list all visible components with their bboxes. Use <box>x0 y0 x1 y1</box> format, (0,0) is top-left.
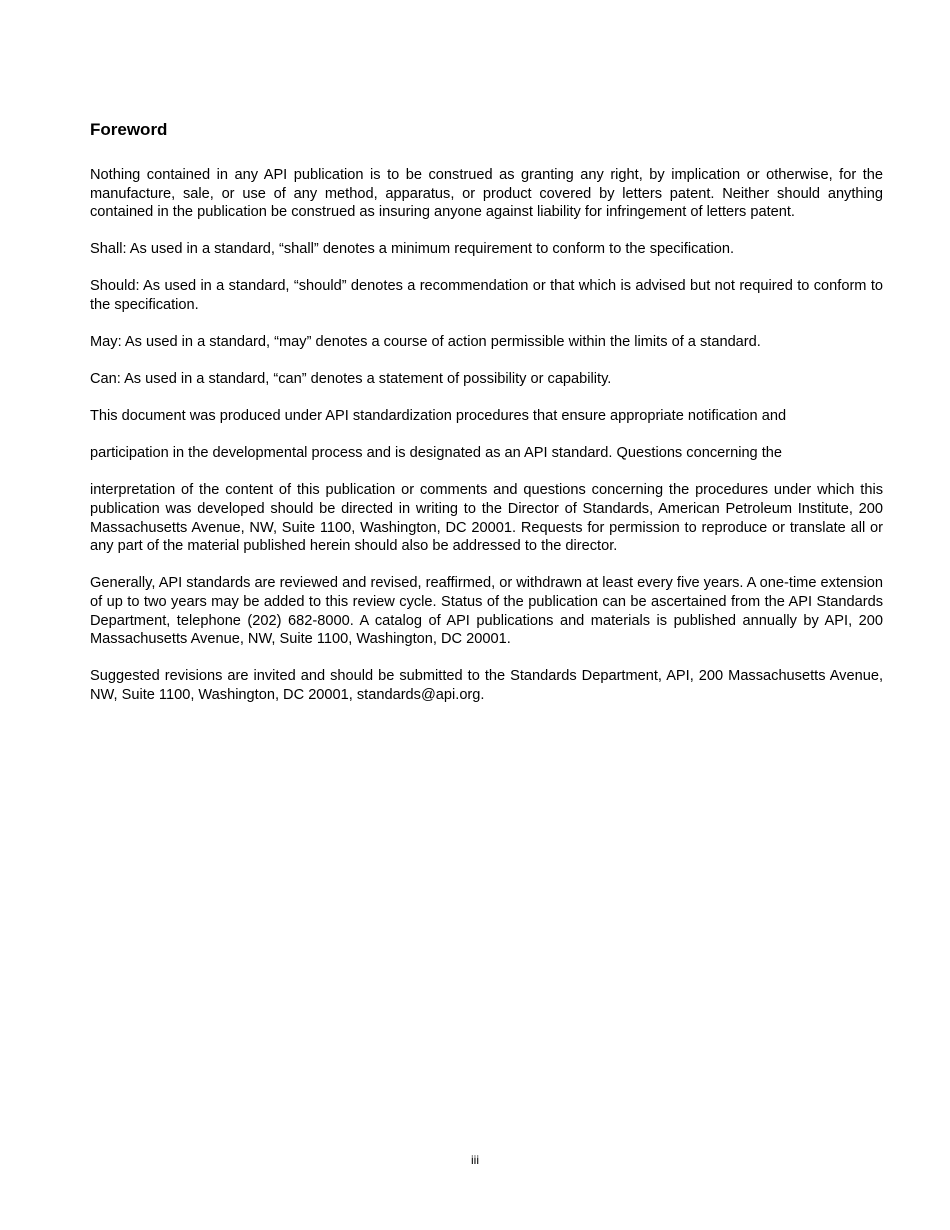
paragraph-suggested-revisions: Suggested revisions are invited and should be submitted to the Standards Department, API, 200 Massachusetts Avenue, NW, Suite 1100, Washington, DC 20001, standards@api.org. <box>90 668 883 703</box>
paragraph-standardization-procedures: This document was produced under API standardization procedures that ensure appropriate notification and <box>90 408 787 425</box>
paragraph-developmental-process: participation in the developmental process and is designated as an API standard. Questions concerning the <box>90 445 783 462</box>
paragraph-may-definition: May: As used in a standard, “may” denotes a course of action permissible within the limits of a standard. <box>90 334 761 351</box>
foreword-section <box>90 118 883 723</box>
page-number: iii <box>471 1153 479 1167</box>
paragraph-should-definition: Should: As used in a standard, “should” denotes a recommendation or that which is advised but not required to conform to the specification. <box>90 278 883 313</box>
page-title: Foreword <box>90 120 168 139</box>
paragraph-interpretation-contact: interpretation of the content of this publication or comments and questions concerning the procedures under which this publication was developed should be directed in writing to the Director of Standards, American Petroleum Institute, 200 Massachusetts Avenue, NW, Suite 1100, Washington, DC 20001. Requests for permission to reproduce or translate all or any part of the material published herein should also be addressed to the director. <box>90 482 883 555</box>
paragraph-can-definition: Can: As used in a standard, “can” denotes a statement of possibility or capability. <box>90 371 612 388</box>
paragraph-review-cycle: Generally, API standards are reviewed and revised, reaffirmed, or withdrawn at least every five years. A one-time extension of up to two years may be added to this review cycle. Status of the publication can be ascertained from the API Standards Department, telephone (202) 682-8000. A catalog of API publications and materials is published annually by API, 200 Massachusetts Avenue, NW, Suite 1100, Washington, DC 20001. <box>90 575 883 648</box>
paragraph-shall-definition: Shall: As used in a standard, “shall” denotes a minimum requirement to conform to the specification. <box>90 241 735 258</box>
paragraph-patent-disclaimer: Nothing contained in any API publication is to be construed as granting any right, by implication or otherwise, for the manufacture, sale, or use of any method, apparatus, or product covered by letters patent. Neither should anything contained in the publication be construed as insuring anyone against liability for infringement of letters patent. <box>90 167 883 221</box>
